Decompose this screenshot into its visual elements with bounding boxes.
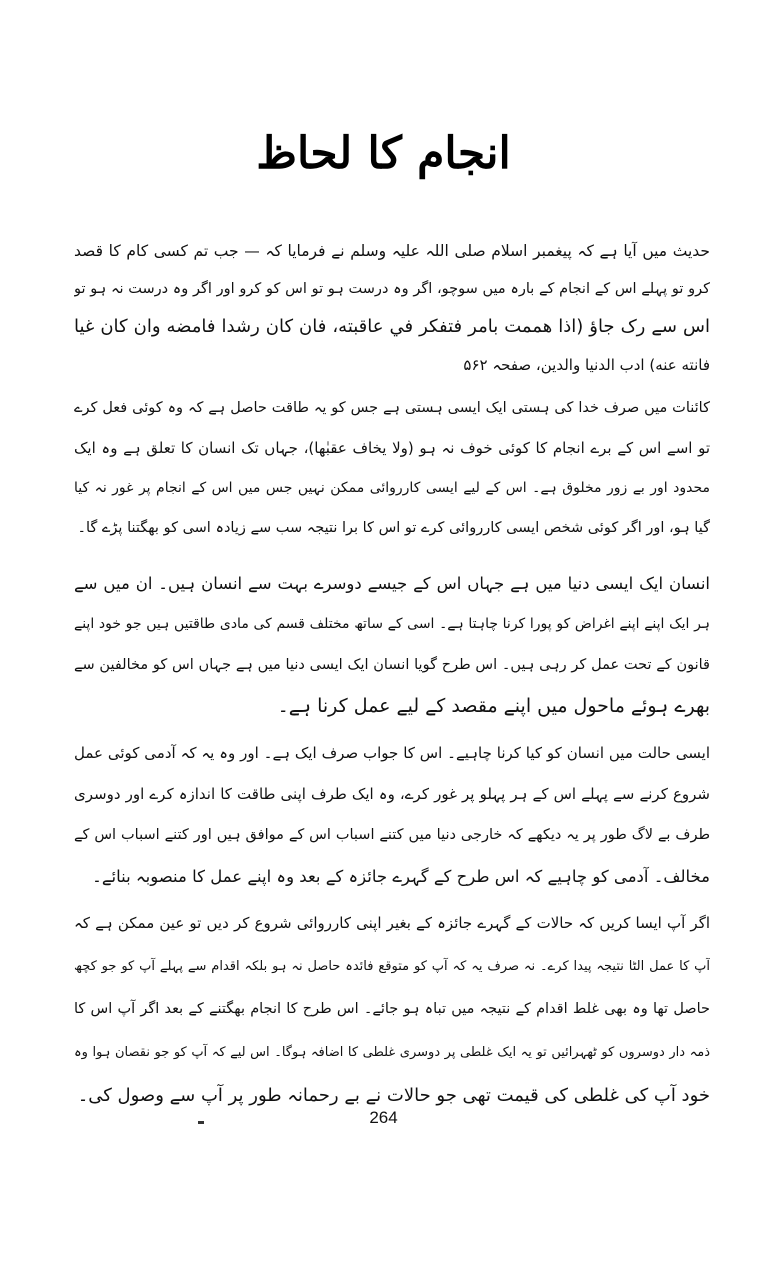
text-line: خود آپ کی غلطی کی قیمت تھی جو حالات نے بے رحمانہ طور پر آپ سے وصول کی۔ — [77, 1085, 710, 1106]
text-line: طرف بے لاگ طور پر یہ دیکھے کہ خارجی دنیا میں کتنے اسباب اس کے موافق ہیں اور کتنے اسباب اس کے — [74, 827, 710, 843]
text-line: محدود اور بے زور مخلوق ہے۔ اس کے لیے ایسی کارروائی ممکن نہیں جس میں اس کے انجام پر غور نہ کیا — [74, 480, 710, 496]
text-line: تو اسے اس کے برے انجام کا کوئی خوف نہ ہو (ولا یخاف عقبٰھا)، جہاں تک انسان کا تعلق ہے وہ ایک — [74, 439, 710, 457]
page-number: 264 — [369, 1108, 398, 1127]
chapter-title: انجام کا لحاظ — [256, 128, 511, 179]
hadith-paragraph — [74, 232, 710, 384]
text-line: مخالف۔ آدمی کو چاہیے کہ اس طرح کے گہرے جائزہ کے بعد وہ اپنے عمل کا منصوبہ بنائے۔ — [92, 867, 710, 886]
paragraph-2 — [74, 563, 710, 727]
text-line: آپ کا عمل الٹا نتیجہ پیدا کرے۔ نہ صرف یہ کہ آپ کو متوقع فائدہ حاصل نہ ہو بلکہ اقدام سے پہلے آپ کو جو کچھ — [74, 959, 710, 974]
paragraph-4 — [74, 902, 710, 1117]
text-line: قانون کے تحت عمل کر رہی ہیں۔ اس طرح گویا انسان ایک ایسی دنیا میں ہے جہاں اس کو مخالفین سے — [74, 657, 710, 673]
text-line: ذمہ دار دوسروں کو ٹھہرائیں تو یہ ایک غلطی پر دوسری غلطی کا اضافہ ہوگا۔ اس لیے کہ آپ کو جو نقصان ہوا وہ — [74, 1045, 710, 1060]
text-line: ایسی حالت میں انسان کو کیا کرنا چاہیے۔ اس کا جواب صرف ایک ہے۔ اور وہ یہ کہ آدمی کوئی عمل — [74, 744, 710, 762]
text-line: انسان ایک ایسی دنیا میں ہے جہاں اس کے جیسے دوسرے بہت سے انسان ہیں۔ ان میں سے — [74, 574, 710, 593]
reference-line: فانته عنه) ادب الدنیا والدین، صفحہ ۵۶۲ — [463, 356, 710, 374]
text-line: اگر آپ ایسا کریں کہ حالات کے گہرے جائزہ کے بغیر اپنی کارروائی شروع کر دیں تو عین ممکن ہے کہ — [74, 914, 710, 932]
text-line: اس سے رک جاؤ (اذا هممت بامر فتفكر في عاقبته، فان كان رشدا فامضه وان كان غيا — [74, 316, 710, 337]
text-line: حدیث میں آیا ہے کہ پیغمبر اسلام صلی اللہ علیہ وسلم نے فرمایا کہ — جب تم کسی کام کا قصد — [74, 242, 710, 260]
text-line: کائنات میں صرف خدا کی ہستی ایک ایسی ہستی ہے جس کو یہ طاقت حاصل ہے کہ وہ کوئی فعل کرے — [74, 400, 710, 416]
text-line: بھرے ہوئے ماحول میں اپنے مقصد کے لیے عمل کرنا ہے۔ — [277, 695, 710, 717]
text-line: شروع کرنے سے پہلے اس کے ہر پہلو پر غور کرے، وہ ایک طرف اپنی طاقت کا اندازہ کرے اور دوسری — [74, 785, 710, 803]
text-line: ہر ایک اپنے اپنے اغراض کو پورا کرنا چاہتا ہے۔ اسی کے ساتھ مختلف قسم کی مادی طاقتیں ہیں جو خود اپنے — [74, 616, 710, 632]
text-line: حاصل تھا وہ بھی غلط اقدام کے نتیجہ میں تباہ ہو جائے۔ اس طرح کا انجام بھگتنے کے بعد اگر آپ اس کا — [74, 1001, 710, 1017]
text-line: کرو تو پہلے اس کے انجام کے بارہ میں سوچو، اگر وہ درست ہو تو اس کو کرو اور اگر وہ درست نہ ہو تو — [74, 281, 710, 297]
paragraph-1 — [74, 388, 710, 548]
paragraph-3 — [74, 733, 710, 897]
text-line: گیا ہو، اور اگر کوئی شخص ایسی کارروائی کرے تو اس کا برا نتیجہ سب سے زیادہ اسی کو بھگتنا پڑے گا۔ — [77, 520, 710, 536]
